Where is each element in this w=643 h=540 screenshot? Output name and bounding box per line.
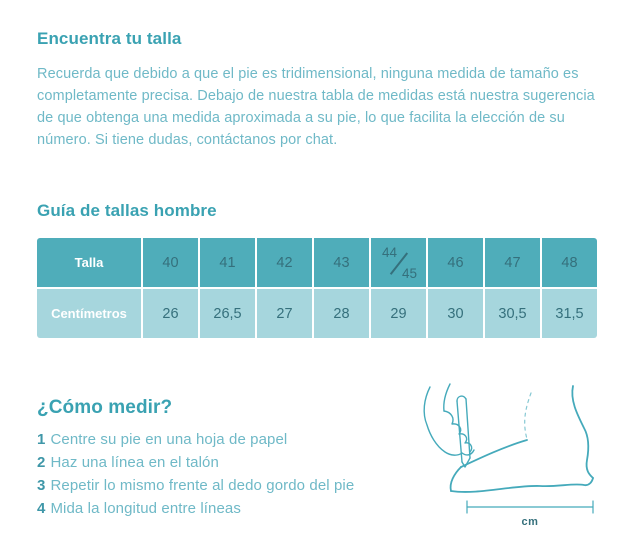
cm-cell-29: 29	[371, 289, 426, 338]
how-to-measure-title: ¿Cómo medir?	[37, 397, 173, 418]
page-title: Encuentra tu talla	[37, 29, 182, 48]
step-text: Haz una línea en el talón	[50, 454, 219, 471]
size-45: 45	[401, 266, 417, 281]
cm-cell-26-5: 26,5	[200, 289, 255, 338]
step-text: Centre su pie en una hoja de papel	[50, 431, 288, 448]
step-number: 4	[37, 500, 46, 517]
cm-unit-label: cm	[521, 516, 539, 528]
step-number: 3	[37, 477, 46, 494]
size-cell-40: 40	[143, 238, 198, 287]
size-cell-44-45	[371, 238, 426, 287]
size-cell-41: 41	[200, 238, 255, 287]
size-table-row-label-talla: Talla	[37, 238, 141, 287]
size-table-row-label-centimetros: Centímetros	[37, 289, 141, 338]
size-cell-47: 47	[485, 238, 540, 287]
foot-measurement-illustration	[418, 379, 623, 531]
cm-cell-28: 28	[314, 289, 369, 338]
intro-paragraph: Recuerda que debido a que el pie es tridimensional, ninguna medida de tamaño es completamente precisa. Debajo de nuestra tabla de medidas está nuestra sugerencia de que obtenga una medida aproximada a su pie, lo que facilita la elección de su número. Si tiene dudas, contáctanos por chat.	[37, 66, 595, 148]
step-number: 2	[37, 454, 46, 471]
cm-cell-30-5: 30,5	[485, 289, 540, 338]
cm-cell-27: 27	[257, 289, 312, 338]
size-cell-48: 48	[542, 238, 597, 287]
step-text: Mida la longitud entre líneas	[50, 500, 241, 517]
cm-cell-31-5: 31,5	[542, 289, 597, 338]
cm-cell-30: 30	[428, 289, 483, 338]
size-cell-46: 46	[428, 238, 483, 287]
cm-cell-26: 26	[143, 289, 198, 338]
size-table	[37, 238, 597, 338]
size-44: 44	[382, 245, 398, 260]
step-text: Repetir lo mismo frente al dedo gordo del pie	[50, 477, 355, 494]
size-table-title: Guía de tallas hombre	[37, 201, 217, 220]
size-cell-43: 43	[314, 238, 369, 287]
size-cell-42: 42	[257, 238, 312, 287]
step-number: 1	[37, 431, 46, 448]
